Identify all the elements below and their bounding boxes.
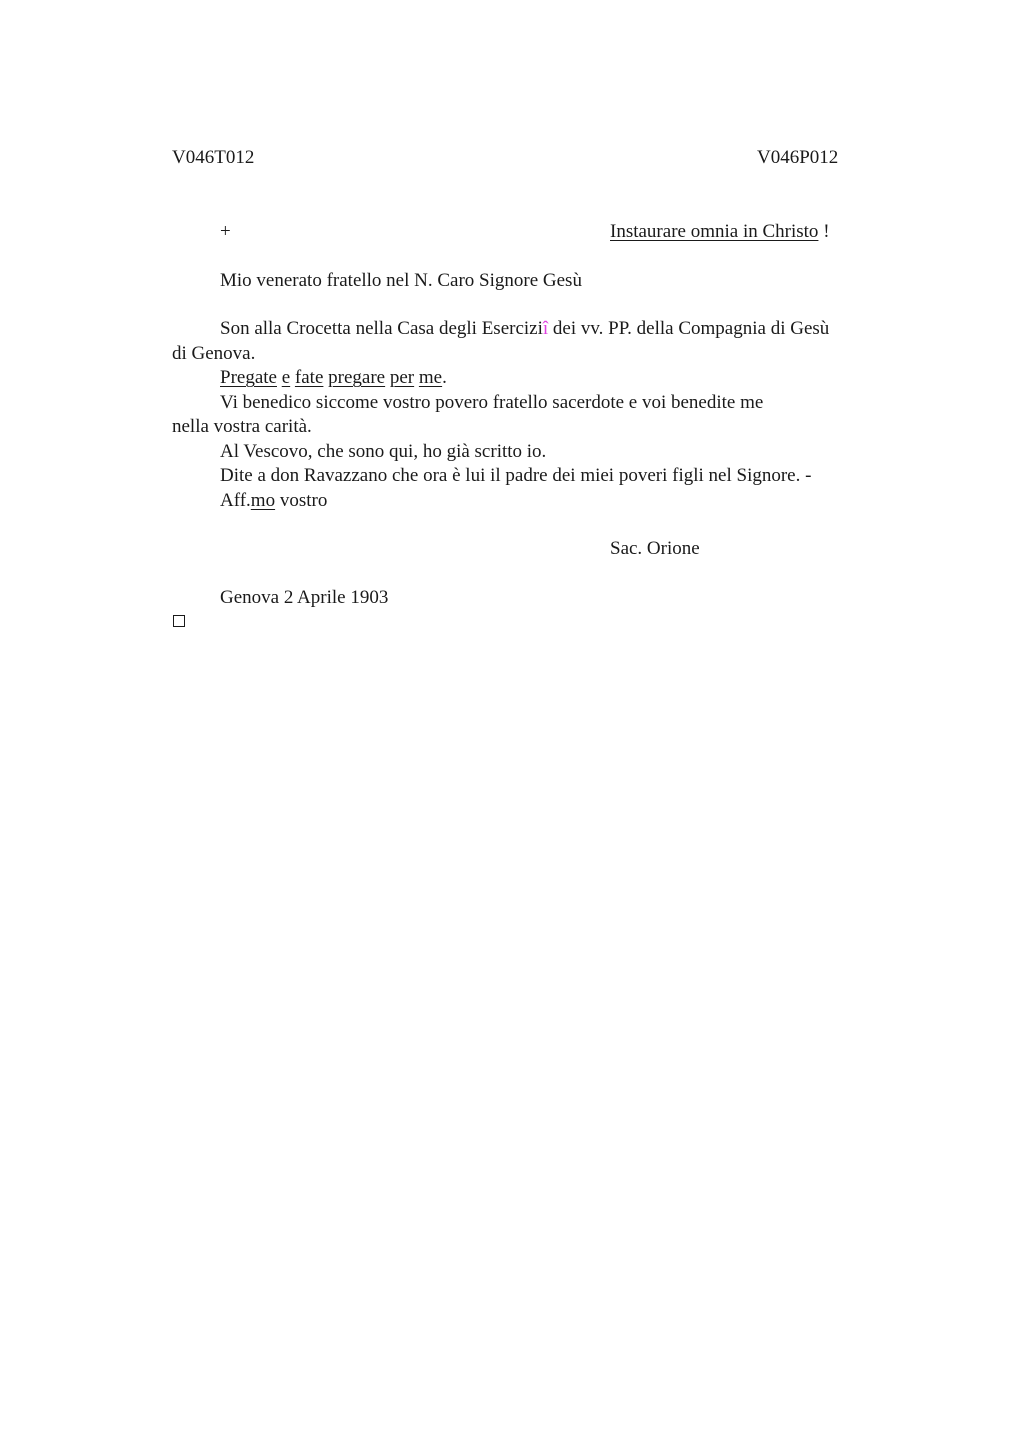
paragraph-crocetta-text-b: dei vv. PP. della Compagnia di Gesù bbox=[548, 318, 830, 339]
prayer-period: . bbox=[442, 367, 447, 388]
checkbox-square-icon bbox=[173, 615, 185, 627]
word-pregate: Pregate bbox=[220, 367, 277, 388]
paragraph-ravazzano: Dite a don Ravazzano che ora è lui il padre dei miei poveri figli nel Signore. - bbox=[220, 465, 812, 486]
word-per: per bbox=[389, 367, 415, 388]
salutation: Mio venerato fratello nel N. Caro Signore Gesù bbox=[220, 270, 582, 291]
paragraph-blessing-line1: Vi benedico siccome vostro povero fratello sacerdote e voi benedite me bbox=[220, 392, 764, 413]
word-e: e bbox=[281, 367, 291, 388]
closing-vostro: vostro bbox=[275, 490, 328, 511]
word-pregare: pregare bbox=[328, 367, 386, 388]
cross-mark: + bbox=[220, 221, 231, 242]
paragraph-crocetta bbox=[220, 317, 829, 341]
paragraph-blessing-line2: nella vostra carità. bbox=[172, 416, 312, 437]
motto-exclamation: ! bbox=[818, 221, 830, 242]
paragraph-vescovo: Al Vescovo, che sono qui, ho già scritto io. bbox=[220, 441, 547, 462]
paragraph-crocetta-continuation: di Genova. bbox=[172, 343, 256, 364]
motto-text: Instaurare omnia in Christo bbox=[610, 221, 819, 242]
closing bbox=[220, 489, 327, 513]
page-code-right: V046P012 bbox=[757, 147, 839, 168]
signature: Sac. Orione bbox=[610, 538, 700, 559]
page-code-left: V046T012 bbox=[172, 147, 255, 168]
motto bbox=[610, 220, 830, 244]
date-line: Genova 2 Aprile 1903 bbox=[220, 587, 389, 608]
word-me: me bbox=[418, 367, 443, 388]
closing-aff: Aff. bbox=[220, 490, 251, 511]
accent-char: î bbox=[542, 318, 549, 339]
prayer-request bbox=[220, 366, 447, 390]
closing-mo: mo bbox=[250, 490, 276, 511]
word-fate: fate bbox=[294, 367, 324, 388]
paragraph-crocetta-text-a: Son alla Crocetta nella Casa degli Esercizi bbox=[220, 318, 543, 339]
